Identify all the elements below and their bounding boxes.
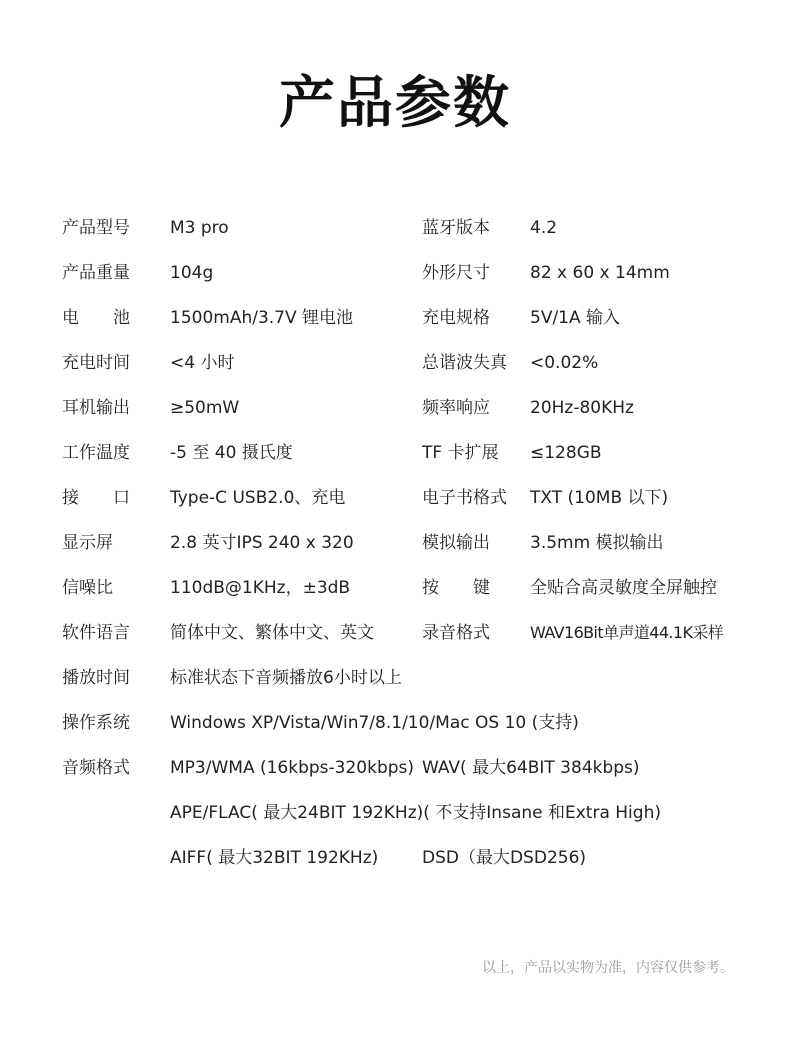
audio-format-aiff: AIFF( 最大32BIT 192KHz) [170,848,379,868]
spec-label-playback-time: 播放时间 [62,668,130,688]
spec-value-model: M3 pro [170,218,229,238]
spec-value-charging-time: <4 小时 [170,353,235,373]
spec-label-audio-format: 音频格式 [62,758,130,778]
spec-label-charging-spec: 充电规格 [422,308,490,328]
audio-format-mp3-wma: MP3/WMA (16kbps-320kbps) [170,758,415,778]
spec-value-buttons: 全贴合高灵敏度全屏触控 [530,578,717,598]
spec-value-os: Windows XP/Vista/Win7/8.1/10/Mac OS 10 (支持) [170,713,579,733]
spec-label-ebook-format: 电子书格式 [422,488,507,508]
spec-label-charging-time: 充电时间 [62,353,130,373]
spec-label-model: 产品型号 [62,218,130,238]
audio-format-wav: WAV( 最大64BIT 384kbps) [422,758,640,778]
spec-value-weight: 104g [170,263,214,283]
spec-value-frequency-response: 20Hz-80KHz [530,398,634,418]
spec-label-os: 操作系统 [62,713,130,733]
spec-label-headphone-output: 耳机输出 [62,398,130,418]
spec-value-playback-time: 标准状态下音频播放6小时以上 [170,668,402,688]
spec-label-recording-format: 录音格式 [422,623,490,643]
spec-value-ebook-format: TXT (10MB 以下) [530,488,669,508]
spec-value-headphone-output: ≥50mW [170,398,240,418]
spec-label-operating-temp: 工作温度 [62,443,130,463]
spec-value-tf-card: ≤128GB [530,443,602,463]
spec-label-language: 软件语言 [62,623,130,643]
disclaimer-text: 以上，产品以实物为准，内容仅供参考。 [482,960,734,976]
spec-label-tf-card: TF 卡扩展 [422,443,499,463]
spec-label-buttons: 按 键 [422,578,490,598]
spec-value-dimensions: 82 x 60 x 14mm [530,263,670,283]
audio-format-dsd: DSD（最大DSD256) [422,848,587,868]
spec-value-operating-temp: -5 至 40 摄氏度 [170,443,293,463]
spec-value-charging-spec: 5V/1A 输入 [530,308,621,328]
spec-label-display: 显示屏 [62,533,113,553]
page-title: 产品参数 [279,71,511,136]
spec-label-dimensions: 外形尺寸 [422,263,490,283]
spec-value-interface: Type-C USB2.0、充电 [170,488,346,508]
spec-value-battery: 1500mAh/3.7V 锂电池 [170,308,354,328]
spec-label-battery: 电 池 [62,308,130,328]
spec-value-language: 简体中文、繁体中文、英文 [170,623,374,643]
spec-value-display: 2.8 英寸IPS 240 x 320 [170,533,354,553]
spec-label-weight: 产品重量 [62,263,130,283]
spec-label-snr: 信噪比 [62,578,113,598]
spec-label-frequency-response: 频率响应 [422,398,490,418]
spec-value-analog-output: 3.5mm 模拟输出 [530,533,664,553]
spec-value-bluetooth: 4.2 [530,218,558,238]
spec-label-bluetooth: 蓝牙版本 [422,218,490,238]
spec-label-analog-output: 模拟输出 [422,533,490,553]
spec-label-interface: 接 口 [62,488,130,508]
spec-label-thd: 总谐波失真 [422,353,507,373]
audio-format-ape-flac: APE/FLAC( 最大24BIT 192KHz)( 不支持Insane 和Extra High) [170,803,661,823]
spec-value-snr: 110dB@1KHz，±3dB [170,578,351,598]
spec-value-recording-format: WAV16Bit单声道44.1K采样 [530,623,724,642]
spec-value-thd: <0.02% [530,353,599,373]
